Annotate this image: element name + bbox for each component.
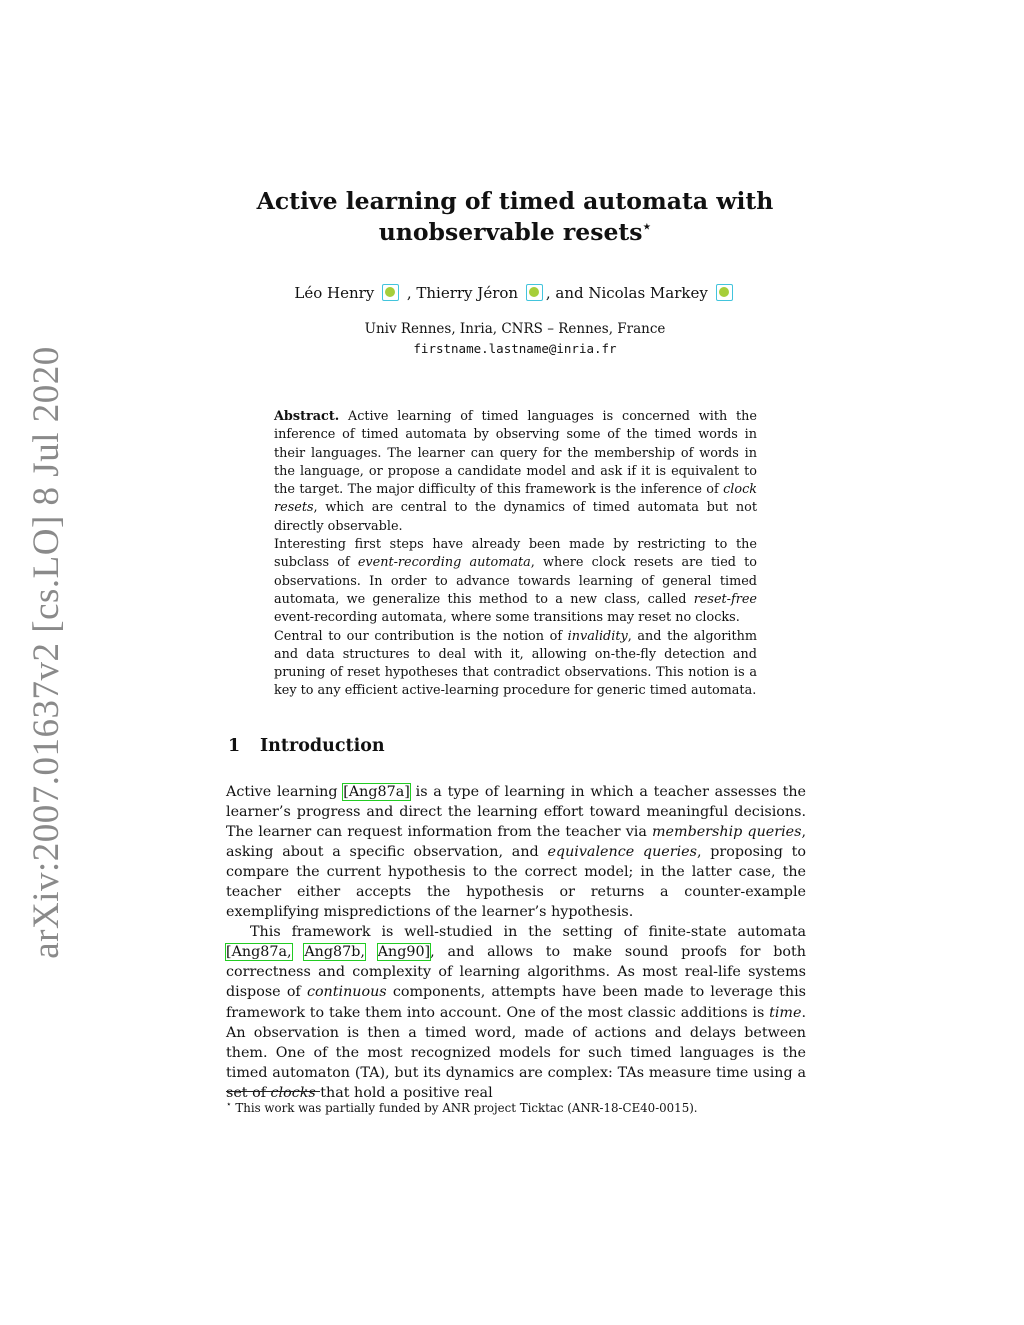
abstract-text: Interesting first steps have already been made by restricting to the subclass of [274, 537, 757, 571]
section-title: Introduction [260, 736, 385, 756]
title-line-2 [230, 217, 800, 248]
orcid-icon[interactable] [382, 284, 399, 301]
abstract [274, 408, 757, 701]
footnote-text: This work was partially funded by ANR project Ticktac (ANR-18-CE40-0015). [231, 1100, 698, 1115]
abstract-text: Central to our contribution is the notion of [274, 628, 568, 644]
abstract-emphasis: reset-free [693, 591, 757, 607]
affiliation: Univ Rennes, Inria, CNRS – Rennes, France [364, 321, 666, 337]
citation-link[interactable]: Ang87b, [304, 944, 365, 961]
body-text: , and allows to make sound proofs for both correctness and complexity of learning algorithms. As most real-life systems dispose of [226, 944, 806, 1001]
arxiv-identifier-stamp [16, 345, 76, 959]
intro-paragraph-1 [226, 782, 806, 922]
body-text: This framework is well-studied in the setting of finite-state automata [250, 924, 806, 941]
abstract-emphasis: clock resets [274, 482, 757, 516]
citation-link[interactable]: [Ang87a] [343, 784, 410, 800]
body-emphasis: time [769, 1004, 802, 1021]
abstract-paragraph-2 [274, 536, 757, 627]
body-text: Active learning [226, 784, 344, 800]
abstract-emphasis: invalidity [567, 628, 628, 644]
author-list [230, 280, 800, 306]
citation-link[interactable]: [Ang87a, [226, 944, 292, 961]
body-emphasis: continuous [306, 984, 387, 1001]
footnote [226, 1098, 806, 1116]
affiliation-block [230, 320, 800, 358]
footnote-mark: ⋆ [226, 1100, 232, 1110]
introduction-body [226, 782, 806, 1103]
footnote-divider [226, 1091, 320, 1092]
author-email: firstname.lastname@inria.fr [413, 341, 617, 356]
author-nicolas-markey: , and Nicolas Markey [545, 284, 708, 302]
body-emphasis: membership queries [652, 824, 802, 841]
abstract-emphasis: event-recording automata [357, 555, 531, 571]
arxiv-identifier-text: arXiv:2007.01637v2 [cs.LO] 8 Jul 2020 [25, 345, 67, 959]
orcid-icon[interactable] [526, 284, 543, 301]
abstract-text: Active learning of timed languages is concerned with the inference of timed automata by observing some of the timed words in their languages. The learner can query for the membership of words in the language, or propose a candidate model and ask if it is equivalent to the target. The major difficulty of this framework is the inference of [274, 409, 757, 498]
body-emphasis: clocks [270, 1084, 316, 1101]
citation-link[interactable]: Ang90] [377, 944, 431, 961]
abstract-text: , where clock resets are tied to observations. In order to advance towards learning of general timed automata, we generalize this method to a new class, called [274, 555, 757, 607]
intro-paragraph-2 [226, 922, 806, 1102]
body-text: , asking about a specific observation, and [226, 824, 806, 861]
body-text: components, attempts have been made to leverage this framework to take them into account. One of the most classic additions is [226, 984, 807, 1021]
title-line-1: Active learning of timed automata with [256, 187, 774, 215]
abstract-paragraph-3 [274, 628, 757, 701]
title-line-2-text: unobservable resets [378, 218, 643, 246]
abstract-text: , which are central to the dynamics of timed automata but not directly observable. [274, 500, 757, 534]
abstract-text: event-recording automata, where some transitions may reset no clocks. [274, 610, 740, 626]
title-footnote-mark: ⋆ [642, 219, 652, 236]
body-emphasis: equivalence queries [547, 844, 697, 861]
abstract-text: , and the algorithm and data structures to deal with it, allowing on-the-fly detection and pruning of reset hypotheses that contradict observations. This notion is a key to any efficient active-learning procedure for generic timed automata. [274, 628, 757, 699]
orcid-icon[interactable] [716, 284, 733, 301]
body-text: . An observation is then a timed word, made of actions and delays between them. One of the most recognized models for such timed languages is the timed automaton (TA), but its dynamics are complex: TAs measure time using a set of [226, 1004, 806, 1101]
section-heading [228, 736, 385, 756]
body-text: that hold a positive real [315, 1084, 493, 1101]
body-text: , proposing to compare the current hypothesis to the correct model; in the latter case, the teacher either accepts the hypothesis or returns a counter-example exemplifying mispredictions of the learner’s hypothesis. [226, 844, 807, 921]
section-number: 1 [228, 736, 241, 756]
abstract-paragraph-1 [274, 408, 757, 536]
author-leo-henry: Léo Henry [294, 284, 375, 302]
body-text: is a type of learning in which a teacher assesses the learner’s progress and direct the learning effort toward meaningful decisions. The learner can request information from the teacher via [226, 784, 807, 841]
abstract-label: Abstract. [274, 409, 340, 424]
author-thierry-jeron: , Thierry Jéron [406, 284, 519, 302]
paper-title [230, 186, 800, 248]
